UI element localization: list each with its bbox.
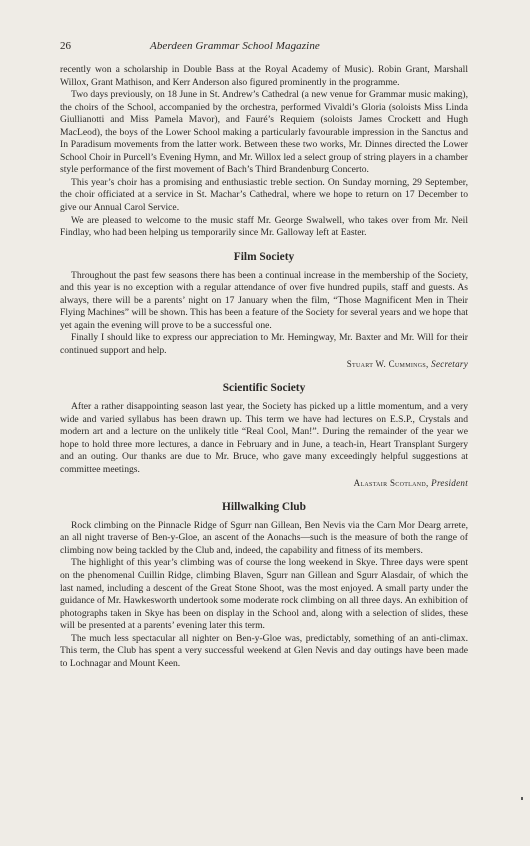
section-heading-hillwalking-club: Hillwalking Club [222,500,306,513]
film-paragraph: Finally I should like to express our appreciation to Mr. Hemingway, Mr. Baxter and Mr. Will for their continued support and help. [60,332,468,356]
section-heading-scientific-society: Scientific Society [222,381,306,394]
signature-name: Alastair Scotland, [353,478,429,489]
hillwalking-paragraph: The much less spectacular all nighter on Ben-y-Gloe was, predictably, something of an anti-climax. This term, the Club has spent a very successful weekend at Glen Nevis and day outings have been made to Lochnagar and Mount Keen. [60,632,468,669]
music-paragraph: Two days previously, on 18 June in St. Andrew’s Cathedral (a new venue for Grammar music making), the choirs of the School, accompanied by the orchestra, performed Vivaldi’s Gloria (soloists Miss Linda Giullianotti and Miss Pamela Mavor), and Fauré’s Requiem (soloists James Crockett and Hugh MacLeod), the boys of the Lower School making a particularly favourable impression in the Sanctus and In Paradisum movements from the latter work. Between these two works, Mr. Dinnes directed the Lower School Choir in Purcell’s Evening Hymn, and Mr. Willox led a select group of string players in a chamber style performance of the first movement of Bach’s Third Brandenburg Concerto. [60,89,468,176]
signature-name: Stuart W. Cummings, [346,359,429,370]
film-society-section [60,250,468,371]
hillwalking-paragraph: The highlight of this year’s climbing was of course the long weekend in Skye. Three days were spent on the phenomenal Cuillin Ridge, climbing Blaven, Sgurr nan Gillean and Sgurr Alasdair, of which the last named, including a descent of the Great Stone Shoot, was the most enjoyed. A small party under the guidance of Mr. Hawkesworth undertook some moderate rock climbing on all three days. An exhibition of photographs taken in Skye has been on display in the School and, along with a selection of slides, these will be presented at a parents’ evening later this term. [60,557,468,632]
page-edge-mark [521,797,523,800]
music-paragraph: This year’s choir has a promising and enthusiastic treble section. On Sunday morning, 29 September, the choir officiated at a service in St. Machar’s Cathedral, where we hope to return on 17 December to give our Annual Carol Service. [60,176,468,214]
hillwalking-club-section [60,500,468,671]
scientific-society-section [60,381,468,490]
scientific-signature [60,477,468,490]
signature-role: President [431,478,468,489]
hillwalking-paragraph: Rock climbing on the Pinnacle Ridge of Sgurr nan Gillean, Ben Nevis via the Carn Mor Dearg arrete, an all night traverse of Ben-y-Gloe, an ascent of the Aonachs—such is the measure of both the range of climbing now being tackled by the Club and, indeed, the capability and fitness of its members. [60,519,468,556]
film-paragraph: Throughout the past few seasons there has been a continual increase in the membership of the Society, and this year is no exception with a regular attendance of over five hundred pupils, staff and guests. As always, there will be a parents’ night on 17 January when the film, “Those Magnificent Men in Their Flying Machines” will be shown. This has been a feature of the Society for several years and we hope that yet again the evening will prove to be a successful one. [60,269,468,331]
music-section [60,64,468,240]
running-head: Aberdeen Grammar School Magazine [150,40,320,52]
page-number: 26 [60,40,71,52]
signature-role: Secretary [431,359,468,370]
film-signature [60,358,468,371]
music-paragraph: recently won a scholarship in Double Bass at the Royal Academy of Music). Robin Grant, Marshall Willox, Grant Mathison, and Kerr Anderson also figured prominently in the programme. [60,64,468,88]
section-heading-film-society: Film Society [233,250,295,263]
scientific-paragraph: After a rather disappointing season last year, the Society has picked up a little momentum, and a very wide and varied syllabus has been drawn up. This term we have had lectures on E.S.P., Crystals and modern art and a lecture on the unlikely title “Real Cool, Man!”. During the remainder of the year we hope to hold three more lectures, a dance in February and in June, a teach-in, Heart Transplant Surgery and an outing. Our thanks are due to Mr. Bruce, who gave many exceedingly helpful suggestions at committee meetings. [60,400,468,475]
page-header [60,40,468,60]
magazine-page [60,40,468,670]
music-paragraph: We are pleased to welcome to the music staff Mr. George Swalwell, who takes over from Mr. Neil Findlay, who had been helping us temporarily since Mr. Galloway left at Easter. [60,214,468,239]
